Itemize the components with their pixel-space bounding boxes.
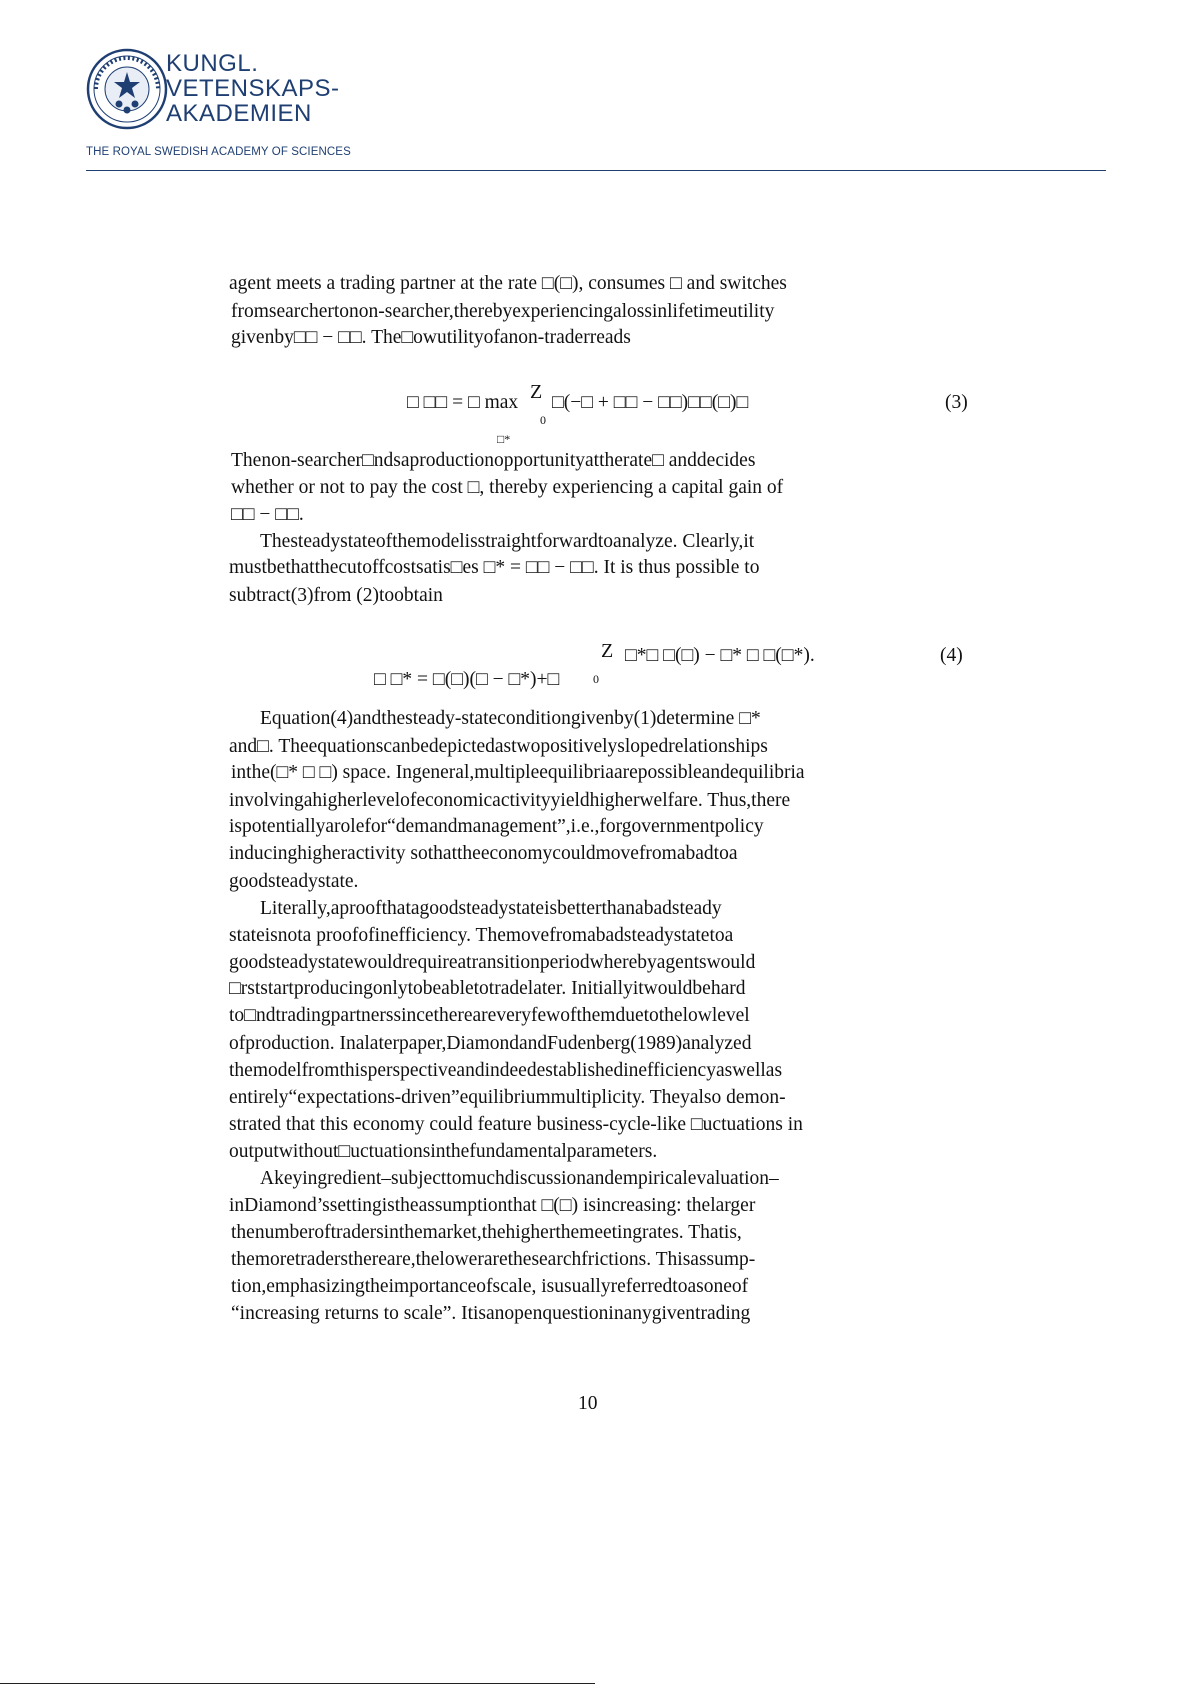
equation-subscript: □* bbox=[497, 432, 511, 446]
text-line: Equation(4)andthesteady-stateconditiongivenby(1)determine □* bbox=[260, 708, 761, 729]
integral-sign: Z bbox=[530, 381, 543, 403]
text-line: Thesteadystateofthemodelisstraightforwardtoanalyze. Clearly,it bbox=[260, 531, 755, 552]
text-line: “increasing returns to scale”. Itisanopenquestioninanygiventrading bbox=[231, 1303, 751, 1324]
text-line: Literally,aproofthatagoodsteadystateisbetterthanabadsteady bbox=[260, 898, 722, 919]
text-line: and□. Theequationscanbedepictedastwopositivelyslopedrelationships bbox=[229, 736, 768, 757]
text-line: agent meets a trading partner at the rate □(□), consumes □ and switches bbox=[229, 273, 787, 294]
text-line: givenby□□ − □□. The□owutilityofanon-traderreads bbox=[231, 327, 631, 348]
footer-divider bbox=[0, 1683, 595, 1684]
academy-name-line: VETENSKAPS- bbox=[166, 75, 340, 102]
equation-body: □*□ □(□) − □* □ □(□*). bbox=[625, 645, 815, 666]
academy-logo bbox=[86, 46, 386, 166]
text-line: inDiamond’ssettingistheassumptionthat □(□) isincreasing: thelarger bbox=[229, 1195, 756, 1216]
text-line: whether or not to pay the cost □, thereby experiencing a capital gain of bbox=[231, 477, 784, 498]
text-line: to□ndtradingpartnerssincethereareveryfewofthemduetothelowlevel bbox=[229, 1005, 750, 1026]
text-line: thenumberoftradersinthemarket,thehigherthemeetingrates. Thatis, bbox=[231, 1222, 742, 1243]
text-line: □rststartproducingonlytobeabletotradelater. Initiallyitwouldbehard bbox=[229, 978, 746, 999]
academy-name bbox=[166, 51, 340, 126]
page-number: 10 bbox=[578, 1393, 598, 1414]
text-line: themoretradersthereare,thelowerarethesearchfrictions. Thisassump- bbox=[231, 1249, 756, 1270]
text-line: entirely“expectations-driven”equilibriummultiplicity. Theyalso demon- bbox=[229, 1087, 786, 1108]
text-line: inducinghigheractivity sothattheeconomycouldmovefromabadtoa bbox=[229, 843, 738, 864]
equation-number: (4) bbox=[940, 645, 963, 666]
equation-body: □ □* = □(□)(□ − □*)+□ bbox=[374, 669, 560, 690]
academy-tagline: THE ROYAL SWEDISH ACADEMY OF SCIENCES bbox=[86, 146, 351, 158]
text-line: inthe(□* □ □) space. Ingeneral,multipleequilibriaarepossibleandequilibria bbox=[231, 762, 805, 783]
text-line: goodsteadystatewouldrequireatransitionperiodwherebyagentswould bbox=[229, 952, 756, 973]
text-line: goodsteadystate. bbox=[229, 871, 359, 892]
header-divider bbox=[86, 170, 1106, 171]
integral-lower-limit: 0 bbox=[593, 672, 599, 686]
integral-sign: Z bbox=[601, 640, 614, 662]
academy-name-line: AKADEMIEN bbox=[166, 100, 312, 127]
equation-number: (3) bbox=[945, 392, 968, 413]
text-line: □□ − □□. bbox=[231, 504, 304, 525]
text-line: mustbethatthecutoffcostsatis□es □* = □□ − □□. It is thus possible to bbox=[229, 557, 760, 578]
text-line: outputwithout□uctuationsinthefundamentalparameters. bbox=[229, 1141, 658, 1162]
text-line: ispotentiallyarolefor“demandmanagement”,i.e.,forgovernmentpolicy bbox=[229, 816, 764, 837]
text-line: Akeyingredient–subjecttomuchdiscussionandempiricalevaluation– bbox=[260, 1168, 779, 1189]
integral-lower-limit: 0 bbox=[540, 413, 546, 427]
text-line: stateisnota proofofinefficiency. Themovefromabadsteadystatetoa bbox=[229, 925, 734, 946]
text-line: Thenon-searcher□ndsaproductionopportunityattherate□ anddecides bbox=[231, 450, 756, 471]
equation-integrand: □(−□ + □□ − □□)□□(□)□ bbox=[552, 392, 749, 413]
text-line: themodelfromthisperspectiveandindeedestablishedinefficiencyaswellas bbox=[229, 1060, 783, 1081]
academy-seal-icon bbox=[86, 46, 168, 132]
text-line: subtract(3)from (2)toobtain bbox=[229, 585, 443, 606]
text-line: tion,emphasizingtheimportanceofscale, isusuallyreferredtoasoneof bbox=[231, 1276, 749, 1297]
academy-name-line: KUNGL. bbox=[166, 50, 259, 77]
text-line: strated that this economy could feature business-cycle-like □uctuations in bbox=[229, 1114, 803, 1135]
text-line: fromsearchertonon-searcher,therebyexperiencingalossinlifetimeutility bbox=[231, 301, 775, 322]
text-line: involvingahigherlevelofeconomicactivityyieldhigherwelfare. Thus,there bbox=[229, 790, 791, 811]
text-line: ofproduction. Inalaterpaper,DiamondandFudenberg(1989)analyzed bbox=[229, 1033, 752, 1054]
equation-body: □ □□ = □ max bbox=[407, 392, 519, 413]
